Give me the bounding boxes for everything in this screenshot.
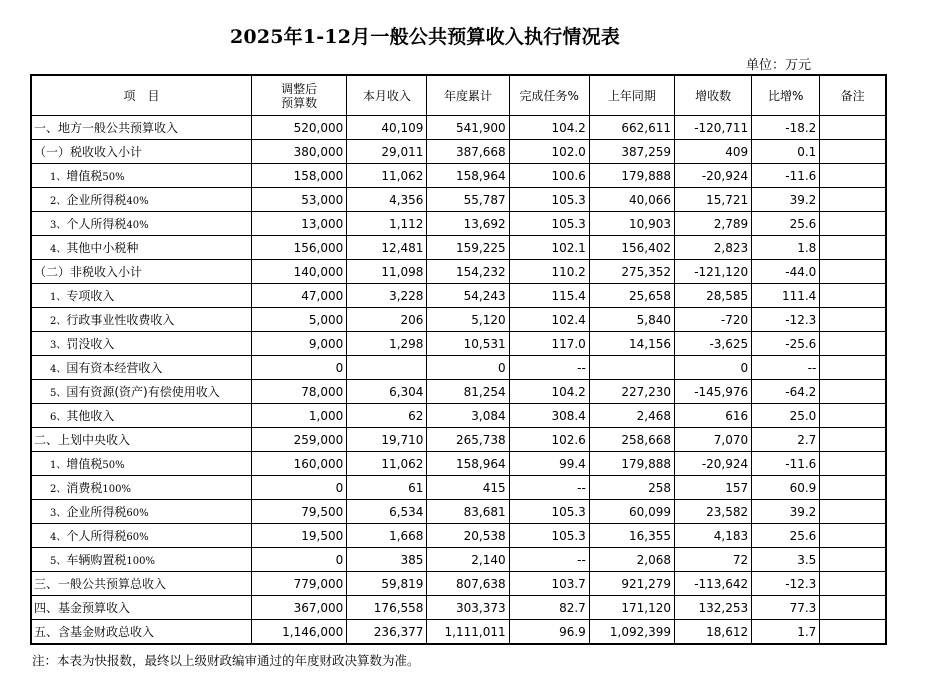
row-item-name (31, 476, 252, 500)
row-item-rate: 60% (126, 508, 149, 519)
row-item-label: （二）非税收入小计 (34, 265, 143, 279)
cell-remark (820, 500, 886, 524)
row-item-rate: 40% (126, 196, 149, 207)
table-row (31, 332, 886, 356)
cell-completion: 105.3 (509, 524, 589, 548)
cell-completion: 102.4 (509, 308, 589, 332)
cell-remark (820, 116, 886, 140)
row-item-label: 罚没收入 (66, 337, 115, 351)
cell-ytd: 54,243 (427, 284, 509, 308)
cell-ratio: -25.6 (752, 332, 820, 356)
cell-budget: 1,000 (252, 404, 347, 428)
cell-ytd: 10,531 (427, 332, 509, 356)
cell-ratio: -64.2 (752, 380, 820, 404)
cell-month: 59,819 (347, 572, 427, 596)
cell-remark (820, 284, 886, 308)
cell-budget: 156,000 (252, 236, 347, 260)
cell-budget: 5,000 (252, 308, 347, 332)
row-item-name (31, 428, 252, 452)
cell-last-year: 2,468 (589, 404, 674, 428)
table-row (31, 500, 886, 524)
table-row (31, 116, 886, 140)
header-budget (252, 75, 347, 116)
row-item-rate: 50% (102, 460, 125, 471)
cell-completion: -- (509, 356, 589, 380)
cell-remark (820, 620, 886, 645)
cell-ratio: 39.2 (752, 500, 820, 524)
cell-increase: 7,070 (674, 428, 751, 452)
cell-budget: 779,000 (252, 572, 347, 596)
cell-remark (820, 260, 886, 284)
cell-increase: -120,711 (674, 116, 751, 140)
table-row (31, 452, 886, 476)
cell-increase: 28,585 (674, 284, 751, 308)
row-item-label: 国有资本经营收入 (66, 361, 163, 375)
cell-increase: 2,823 (674, 236, 751, 260)
row-item-rate: 60% (126, 532, 149, 543)
cell-budget: 158,000 (252, 164, 347, 188)
row-item-prefix: 1、 (50, 292, 67, 303)
cell-ytd: 3,084 (427, 404, 509, 428)
cell-ytd: 1,111,011 (427, 620, 509, 645)
cell-remark (820, 380, 886, 404)
cell-month: 4,356 (347, 188, 427, 212)
cell-increase: -720 (674, 308, 751, 332)
row-item-name (31, 620, 252, 645)
cell-completion: 105.3 (509, 188, 589, 212)
row-item-label: 个人所得税60% (66, 529, 149, 543)
cell-ytd: 154,232 (427, 260, 509, 284)
cell-increase: -113,642 (674, 572, 751, 596)
cell-completion: 102.6 (509, 428, 589, 452)
cell-completion: -- (509, 548, 589, 572)
row-item-prefix: 5、 (50, 388, 67, 399)
cell-month: 385 (347, 548, 427, 572)
row-item-name (31, 140, 252, 164)
cell-completion: 105.3 (509, 500, 589, 524)
cell-budget: 53,000 (252, 188, 347, 212)
cell-remark (820, 308, 886, 332)
cell-ratio: 0.1 (752, 140, 820, 164)
cell-ratio: 25.6 (752, 524, 820, 548)
row-item-label: 三、一般公共预算总收入 (34, 577, 167, 591)
cell-ratio: 2.7 (752, 428, 820, 452)
row-item-label: 一、地方一般公共预算收入 (34, 121, 179, 135)
row-item-name (31, 572, 252, 596)
row-item-rate: 40% (126, 220, 149, 231)
row-item-prefix: 6、 (50, 412, 67, 423)
row-item-name (31, 284, 252, 308)
cell-ytd: 415 (427, 476, 509, 500)
cell-ratio: 1.7 (752, 620, 820, 645)
cell-month: 3,228 (347, 284, 427, 308)
row-item-name (31, 452, 252, 476)
cell-budget: 79,500 (252, 500, 347, 524)
row-item-prefix: 3、 (50, 508, 67, 519)
cell-ytd: 541,900 (427, 116, 509, 140)
cell-ratio: 3.5 (752, 548, 820, 572)
cell-last-year: 10,903 (589, 212, 674, 236)
row-item-name (31, 308, 252, 332)
cell-last-year: 387,259 (589, 140, 674, 164)
header-last-year: 上年同期 (589, 75, 674, 116)
cell-ytd: 807,638 (427, 572, 509, 596)
row-item-prefix: 3、 (50, 220, 67, 231)
cell-remark (820, 524, 886, 548)
cell-ratio: 1.8 (752, 236, 820, 260)
cell-remark (820, 404, 886, 428)
cell-ytd: 158,964 (427, 164, 509, 188)
cell-month: 11,062 (347, 164, 427, 188)
row-item-name (31, 260, 252, 284)
cell-month: 206 (347, 308, 427, 332)
cell-month: 29,011 (347, 140, 427, 164)
row-item-rate: 50% (102, 172, 125, 183)
cell-completion: 99.4 (509, 452, 589, 476)
row-item-name (31, 548, 252, 572)
header-row (31, 75, 886, 116)
cell-increase: -121,120 (674, 260, 751, 284)
cell-last-year: 258,668 (589, 428, 674, 452)
cell-ratio: -18.2 (752, 116, 820, 140)
cell-increase: -3,625 (674, 332, 751, 356)
cell-budget: 380,000 (252, 140, 347, 164)
cell-remark (820, 164, 886, 188)
row-item-prefix: 4、 (50, 532, 67, 543)
row-item-label: 五、含基金财政总收入 (34, 625, 155, 639)
header-month: 本月收入 (347, 75, 427, 116)
cell-last-year: 25,658 (589, 284, 674, 308)
cell-budget: 78,000 (252, 380, 347, 404)
cell-ytd: 83,681 (427, 500, 509, 524)
cell-completion: 104.2 (509, 380, 589, 404)
cell-ytd: 265,738 (427, 428, 509, 452)
cell-completion: 104.2 (509, 116, 589, 140)
cell-last-year: 60,099 (589, 500, 674, 524)
row-item-label: 增值税50% (66, 457, 125, 471)
cell-month: 62 (347, 404, 427, 428)
header-increase: 增收数 (674, 75, 751, 116)
cell-last-year (589, 356, 674, 380)
cell-remark (820, 596, 886, 620)
cell-remark (820, 548, 886, 572)
footnote: 注：本表为快报数，最终以上级财政编审通过的年度财政决算数为准。 (32, 653, 420, 668)
table-row (31, 428, 886, 452)
cell-month: 176,558 (347, 596, 427, 620)
cell-increase: -20,924 (674, 164, 751, 188)
row-item-label: 企业所得税60% (66, 505, 149, 519)
cell-last-year: 5,840 (589, 308, 674, 332)
header-remark: 备注 (820, 75, 886, 116)
cell-ratio: -11.6 (752, 452, 820, 476)
cell-completion: 308.4 (509, 404, 589, 428)
row-item-name (31, 404, 252, 428)
table-row (31, 284, 886, 308)
cell-completion: 102.1 (509, 236, 589, 260)
cell-remark (820, 476, 886, 500)
cell-increase: 157 (674, 476, 751, 500)
cell-increase: -145,976 (674, 380, 751, 404)
cell-completion: 102.0 (509, 140, 589, 164)
cell-ytd: 2,140 (427, 548, 509, 572)
row-item-prefix: 1、 (50, 460, 67, 471)
table-row (31, 476, 886, 500)
report-title: 2025年1-12月一般公共预算收入执行情况表 (229, 26, 621, 48)
cell-increase: -20,924 (674, 452, 751, 476)
cell-completion: 96.9 (509, 620, 589, 645)
row-item-prefix: 4、 (50, 244, 67, 255)
cell-last-year: 40,066 (589, 188, 674, 212)
cell-month: 6,304 (347, 380, 427, 404)
cell-remark (820, 188, 886, 212)
cell-last-year: 171,120 (589, 596, 674, 620)
cell-completion: 117.0 (509, 332, 589, 356)
table-body (31, 116, 886, 645)
cell-increase: 409 (674, 140, 751, 164)
row-item-prefix: 2、 (50, 316, 67, 327)
cell-ytd: 5,120 (427, 308, 509, 332)
table-row (31, 620, 886, 645)
cell-budget: 160,000 (252, 452, 347, 476)
table-row (31, 404, 886, 428)
cell-ytd: 158,964 (427, 452, 509, 476)
cell-last-year: 156,402 (589, 236, 674, 260)
header-ratio: 比增% (752, 75, 820, 116)
cell-month: 1,112 (347, 212, 427, 236)
cell-budget: 1,146,000 (252, 620, 347, 645)
cell-budget: 9,000 (252, 332, 347, 356)
row-item-name (31, 188, 252, 212)
cell-remark (820, 452, 886, 476)
cell-remark (820, 236, 886, 260)
row-item-label: 专项收入 (66, 289, 115, 303)
row-item-label: （一）税收收入小计 (34, 145, 143, 159)
cell-completion: 100.6 (509, 164, 589, 188)
cell-month: 1,298 (347, 332, 427, 356)
cell-ytd: 303,373 (427, 596, 509, 620)
cell-increase: 4,183 (674, 524, 751, 548)
cell-ytd: 55,787 (427, 188, 509, 212)
row-item-prefix: 1、 (50, 172, 67, 183)
cell-last-year: 1,092,399 (589, 620, 674, 645)
row-item-prefix: 3、 (50, 340, 67, 351)
cell-budget: 367,000 (252, 596, 347, 620)
cell-remark (820, 212, 886, 236)
row-item-label: 其他收入 (66, 409, 115, 423)
header-budget-line1: 调整后 (281, 81, 318, 96)
cell-budget: 19,500 (252, 524, 347, 548)
row-item-label: 消费税100% (66, 481, 131, 495)
cell-month (347, 356, 427, 380)
table-row (31, 380, 886, 404)
cell-last-year: 227,230 (589, 380, 674, 404)
row-item-prefix: 2、 (50, 196, 67, 207)
table-row (31, 572, 886, 596)
cell-last-year: 16,355 (589, 524, 674, 548)
cell-last-year: 179,888 (589, 164, 674, 188)
cell-budget: 47,000 (252, 284, 347, 308)
table-row (31, 212, 886, 236)
cell-month: 61 (347, 476, 427, 500)
row-item-name (31, 356, 252, 380)
cell-ratio: 25.6 (752, 212, 820, 236)
cell-increase: 15,721 (674, 188, 751, 212)
row-item-label: 个人所得税40% (66, 217, 149, 231)
cell-completion: 82.7 (509, 596, 589, 620)
cell-increase: 23,582 (674, 500, 751, 524)
cell-increase: 616 (674, 404, 751, 428)
row-item-rate: 100% (126, 556, 155, 567)
row-item-label: 企业所得税40% (66, 193, 149, 207)
cell-remark (820, 428, 886, 452)
unit-label: 单位：万元 (746, 58, 812, 73)
cell-increase: 2,789 (674, 212, 751, 236)
cell-completion: 115.4 (509, 284, 589, 308)
cell-increase: 132,253 (674, 596, 751, 620)
cell-ratio: -- (752, 356, 820, 380)
table-row (31, 188, 886, 212)
row-item-prefix: 2、 (50, 484, 67, 495)
row-item-rate: 100% (102, 484, 131, 495)
cell-month: 19,710 (347, 428, 427, 452)
table-row (31, 308, 886, 332)
cell-completion: 105.3 (509, 212, 589, 236)
cell-remark (820, 572, 886, 596)
cell-month: 40,109 (347, 116, 427, 140)
cell-month: 6,534 (347, 500, 427, 524)
cell-budget: 140,000 (252, 260, 347, 284)
cell-remark (820, 332, 886, 356)
row-item-label: 其他中小税种 (66, 241, 139, 255)
cell-last-year: 921,279 (589, 572, 674, 596)
row-item-prefix: 4、 (50, 364, 67, 375)
table-row (31, 356, 886, 380)
cell-ratio: 60.9 (752, 476, 820, 500)
revenue-table (30, 74, 887, 645)
row-item-name (31, 212, 252, 236)
row-item-name (31, 596, 252, 620)
cell-remark (820, 356, 886, 380)
table-row (31, 260, 886, 284)
cell-increase: 72 (674, 548, 751, 572)
cell-ratio: 39.2 (752, 188, 820, 212)
cell-ratio: -12.3 (752, 572, 820, 596)
cell-increase: 18,612 (674, 620, 751, 645)
row-item-label: 二、上划中央收入 (34, 433, 131, 447)
cell-ratio: 25.0 (752, 404, 820, 428)
cell-month: 236,377 (347, 620, 427, 645)
cell-ytd: 0 (427, 356, 509, 380)
cell-increase: 0 (674, 356, 751, 380)
row-item-name (31, 116, 252, 140)
cell-completion: 103.7 (509, 572, 589, 596)
cell-last-year: 14,156 (589, 332, 674, 356)
cell-ytd: 13,692 (427, 212, 509, 236)
table-row (31, 164, 886, 188)
cell-last-year: 2,068 (589, 548, 674, 572)
cell-budget: 13,000 (252, 212, 347, 236)
row-item-name (31, 164, 252, 188)
row-item-name (31, 380, 252, 404)
header-budget-line2: 预算数 (281, 95, 318, 110)
row-item-name (31, 236, 252, 260)
row-item-name (31, 332, 252, 356)
row-item-label: 四、基金预算收入 (34, 601, 131, 615)
cell-budget: 0 (252, 548, 347, 572)
cell-completion: 110.2 (509, 260, 589, 284)
cell-ytd: 159,225 (427, 236, 509, 260)
cell-budget: 0 (252, 356, 347, 380)
cell-last-year: 179,888 (589, 452, 674, 476)
row-item-label: 增值税50% (66, 169, 125, 183)
cell-last-year: 662,611 (589, 116, 674, 140)
cell-completion: -- (509, 476, 589, 500)
cell-last-year: 275,352 (589, 260, 674, 284)
cell-ytd: 20,538 (427, 524, 509, 548)
cell-month: 1,668 (347, 524, 427, 548)
cell-remark (820, 140, 886, 164)
row-item-name (31, 500, 252, 524)
table-row (31, 524, 886, 548)
row-item-name (31, 524, 252, 548)
cell-ratio: -44.0 (752, 260, 820, 284)
header-item: 项 目 (31, 75, 252, 116)
header-ytd: 年度累计 (427, 75, 509, 116)
cell-ratio: -12.3 (752, 308, 820, 332)
cell-month: 11,062 (347, 452, 427, 476)
cell-month: 12,481 (347, 236, 427, 260)
cell-ratio: 111.4 (752, 284, 820, 308)
cell-budget: 0 (252, 476, 347, 500)
row-item-label: 车辆购置税100% (66, 553, 155, 567)
table-row (31, 596, 886, 620)
table-row (31, 548, 886, 572)
cell-budget: 259,000 (252, 428, 347, 452)
row-item-label: 国有资源(资产)有偿使用收入 (66, 385, 220, 399)
cell-ytd: 81,254 (427, 380, 509, 404)
cell-budget: 520,000 (252, 116, 347, 140)
cell-ratio: 77.3 (752, 596, 820, 620)
cell-ytd: 387,668 (427, 140, 509, 164)
cell-month: 11,098 (347, 260, 427, 284)
table-row (31, 140, 886, 164)
cell-last-year: 258 (589, 476, 674, 500)
table-row (31, 236, 886, 260)
cell-ratio: -11.6 (752, 164, 820, 188)
row-item-label: 行政事业性收费收入 (66, 313, 175, 327)
header-completion: 完成任务% (509, 75, 589, 116)
row-item-prefix: 5、 (50, 556, 67, 567)
